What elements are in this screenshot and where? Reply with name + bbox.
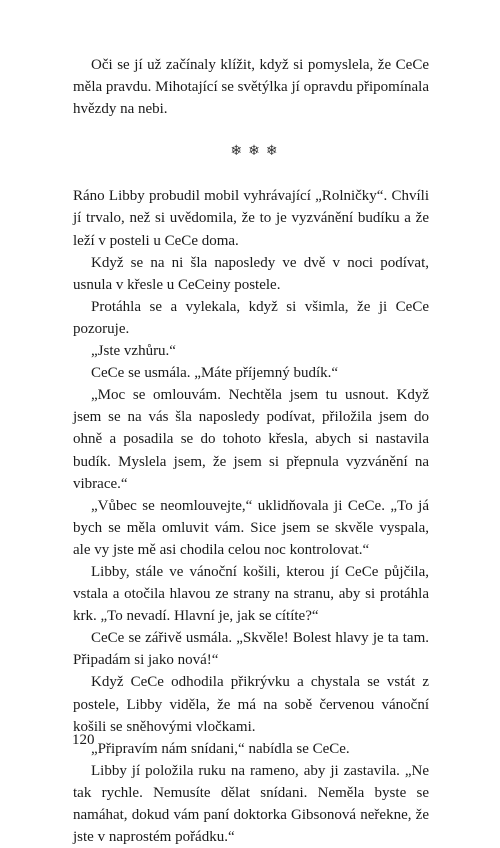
section-divider-snowflakes-icon: ❄❄❄ xyxy=(230,144,284,160)
paragraph: Ráno Libby probudil mobil vyhrávající „Rolničky“. Chvíli jí trvalo, než si uvědomila, že to je vyzvánění budíku a že leží v posteli u CeCe doma. xyxy=(73,188,429,249)
page-body xyxy=(73,54,429,848)
paragraph: Protáhla se a vylekala, když si všimla, že ji CeCe pozoruje. xyxy=(73,298,429,337)
page-number: 120 xyxy=(72,732,95,748)
paragraph: „Moc se omlouvám. Nechtěla jsem tu usnout. Když jsem se na vás šla naposledy podívat, přiložila jsem do ohně a posadila se do tohoto křesla, abych si nastavila budík. Myslela jsem, že jsem si přepnula vyzvánění na vibrace.“ xyxy=(73,387,429,492)
paragraph: „Připravím nám snídani,“ nabídla se CeCe. xyxy=(91,740,350,757)
paragraph: CeCe se usmála. „Máte příjemný budík.“ xyxy=(91,365,339,382)
paragraph: Libby, stále ve vánoční košili, kterou jí CeCe půjčila, vstala a otočila hlavou ze strany na stranu, aby si protáhla krk. „To nevadí. Hlavní je, jak se cítíte?“ xyxy=(73,563,429,625)
paragraph: Libby jí položila ruku na rameno, aby ji zastavila. „Ne tak rychle. Nemusíte dělat snídani. Neměla byste se namáhat, dokud vám paní doktorka Gibsonová neřekne, že jste v naprostém pořádku.“ xyxy=(73,762,429,846)
paragraph: Oči se jí už začínaly klížit, když si pomyslela, že CeCe měla pravdu. Mihotající se světýlka jí opravdu připomínala hvězdy na nebi. xyxy=(73,57,429,118)
paragraph: „Jste vzhůru.“ xyxy=(91,343,176,360)
paragraph: Když se na ni šla naposledy ve dvě v noci podívat, usnula v křesle u CeCeiny postele. xyxy=(73,254,429,293)
paragraph: Když CeCe odhodila přikrývku a chystala se vstát z postele, Libby viděla, že má na sobě červenou vánoční košili se sněhovými vločkami. xyxy=(73,674,429,735)
paragraph: CeCe se zářivě usmála. „Skvěle! Bolest hlavy je ta tam. Připadám si jako nová!“ xyxy=(73,630,429,669)
paragraph: „Vůbec se neomlouvejte,“ uklidňovala ji CeCe. „To já bych se měla omluvit vám. Sice jsem se skvěle vyspala, ale vy jste mě asi chodila celou noc kontrolovat.“ xyxy=(73,497,429,558)
